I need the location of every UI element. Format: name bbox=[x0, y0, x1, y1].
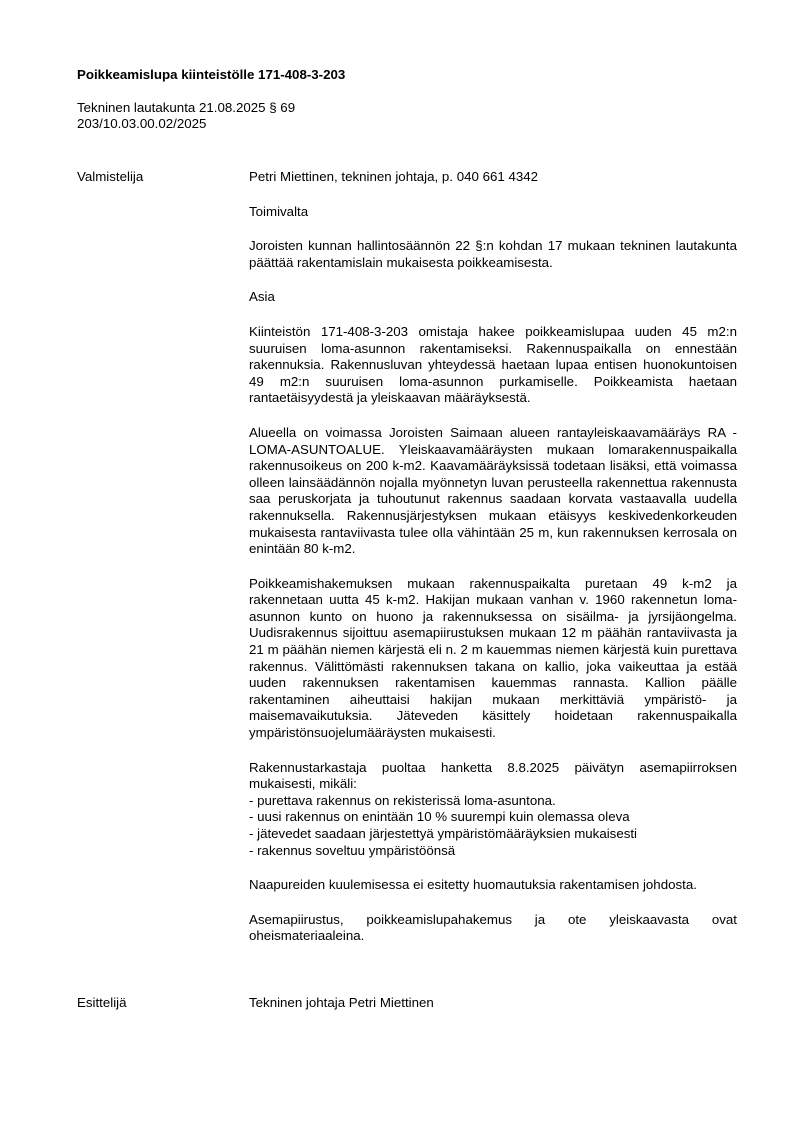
valmistelija-label: Valmistelija bbox=[77, 169, 144, 184]
conditions-list bbox=[249, 793, 737, 859]
condition-item: - uusi rakennus on enintään 10 % suurempi kuin olemassa oleva bbox=[249, 809, 630, 825]
asia-paragraph-6: Asemapiirustus, poikkeamislupahakemus ja ote yleiskaavasta ovat oheismateriaaleina. bbox=[249, 911, 737, 944]
asia-paragraph-5: Naapureiden kuulemisessa ei esitetty huomautuksia rakentamisen johdosta. bbox=[249, 877, 697, 893]
asia-paragraph-1: Kiinteistön 171-408-3-203 omistaja hakee poikkeamislupaa uuden 45 m2:n suuruisen loma-asunnon rakentamiseksi. Rakennuspaikalla on ennestään rakennuksia. Rakennusluvan yhteydessä haetaan lupaa entisen huonokuntoisen 49 m2:n suuruisen loma-asunnon purkamiselle. Poikkeamista haetaan rantaetäisyydestä ja yleiskaavan määräyksestä. bbox=[249, 323, 737, 406]
asia-paragraph-2: Alueella on voimassa Joroisten Saimaan alueen rantayleiskaavamääräys RA - LOMA-ASUNTOALUE. Yleiskaavamääräysten mukaan lomarakennuspaikalla rakennusoikeus on 200 k-m2. Kaavamääräyksissä todetaan lisäksi, että voimassa olleen lainsäädännön nojalla myönnetyn luvan perusteella rakennettua rakennusta saa peruskorjata ja tuhoutunut rakennus saadaan korvata vastaavalla uudella rakennuksella. Rakennusjärjestyksen mukaan etäisyys keskivedenkorkeuden mukaisesta rantaviivasta tulee olla vähintään 25 m, kun rakennuksen kerrosala on enintään 80 k-m2. bbox=[249, 424, 737, 557]
condition-item: - purettava rakennus on rekisterissä loma-asuntona. bbox=[249, 792, 556, 808]
toimivalta-heading: Toimivalta bbox=[249, 203, 309, 219]
toimivalta-text: Joroisten kunnan hallintosäännön 22 §:n kohdan 17 mukaan tekninen lautakunta päättää rakentamislain mukaisesta poikkeamisesta. bbox=[249, 238, 737, 270]
condition-item: - jätevedet saadaan järjestettyä ympäristömääräyksien mukaisesti bbox=[249, 826, 638, 841]
condition-item: - rakennus soveltuu ympäristöönsä bbox=[249, 842, 456, 858]
esittelija-label: Esittelijä bbox=[77, 995, 127, 1010]
case-number: 203/10.03.00.02/2025 bbox=[77, 116, 207, 131]
valmistelija-person: Petri Miettinen, tekninen johtaja, p. 040 661 4342 bbox=[249, 169, 539, 184]
document-title: Poikkeamislupa kiinteistölle 171-408-3-203 bbox=[77, 67, 346, 82]
asia-heading: Asia bbox=[249, 289, 275, 305]
conditions-block bbox=[249, 760, 737, 860]
asia-paragraph-3: Poikkeamishakemuksen mukaan rakennuspaikalta puretaan 49 k-m2 ja rakennetaan uutta 45 k-m2. Hakijan mukaan vanhan v. 1960 rakennetun loma-asunnon kunto on huono ja rakennuksessa on sisäilma- ja jyrsijäongelma. Uudisrakennus sijoittuu asemapiirustuksen mukaan 12 m päähän rantaviivasta ja 21 m päähän niemen kärjestä eli n. 2 m kauemmas niemen kärjestä kuin purettava rakennus. Välittömästi rakennuksen takana on kallio, joka vaikeuttaa ja estää uuden rakennuksen rakentamisen kauemmas rannasta. Kallion päälle rakentaminen aiheuttaisi hakijan mukaan merkittäviä ympäristö- ja maisemavaikutuksia. Jäteveden käsittely hoidetaan rakennuspaikalla ympäristönsuojelumääräysten mukaisesti. bbox=[249, 575, 737, 741]
main-content bbox=[249, 169, 737, 963]
meeting-reference: Tekninen lautakunta 21.08.2025 § 69 bbox=[77, 100, 296, 115]
meeting-meta bbox=[77, 100, 295, 132]
conditions-intro: Rakennustarkastaja puoltaa hanketta 8.8.2025 päivätyn asemapiirroksen mukaisesti, mikäli: bbox=[249, 759, 737, 792]
esittelija-person: Tekninen johtaja Petri Miettinen bbox=[249, 995, 434, 1010]
